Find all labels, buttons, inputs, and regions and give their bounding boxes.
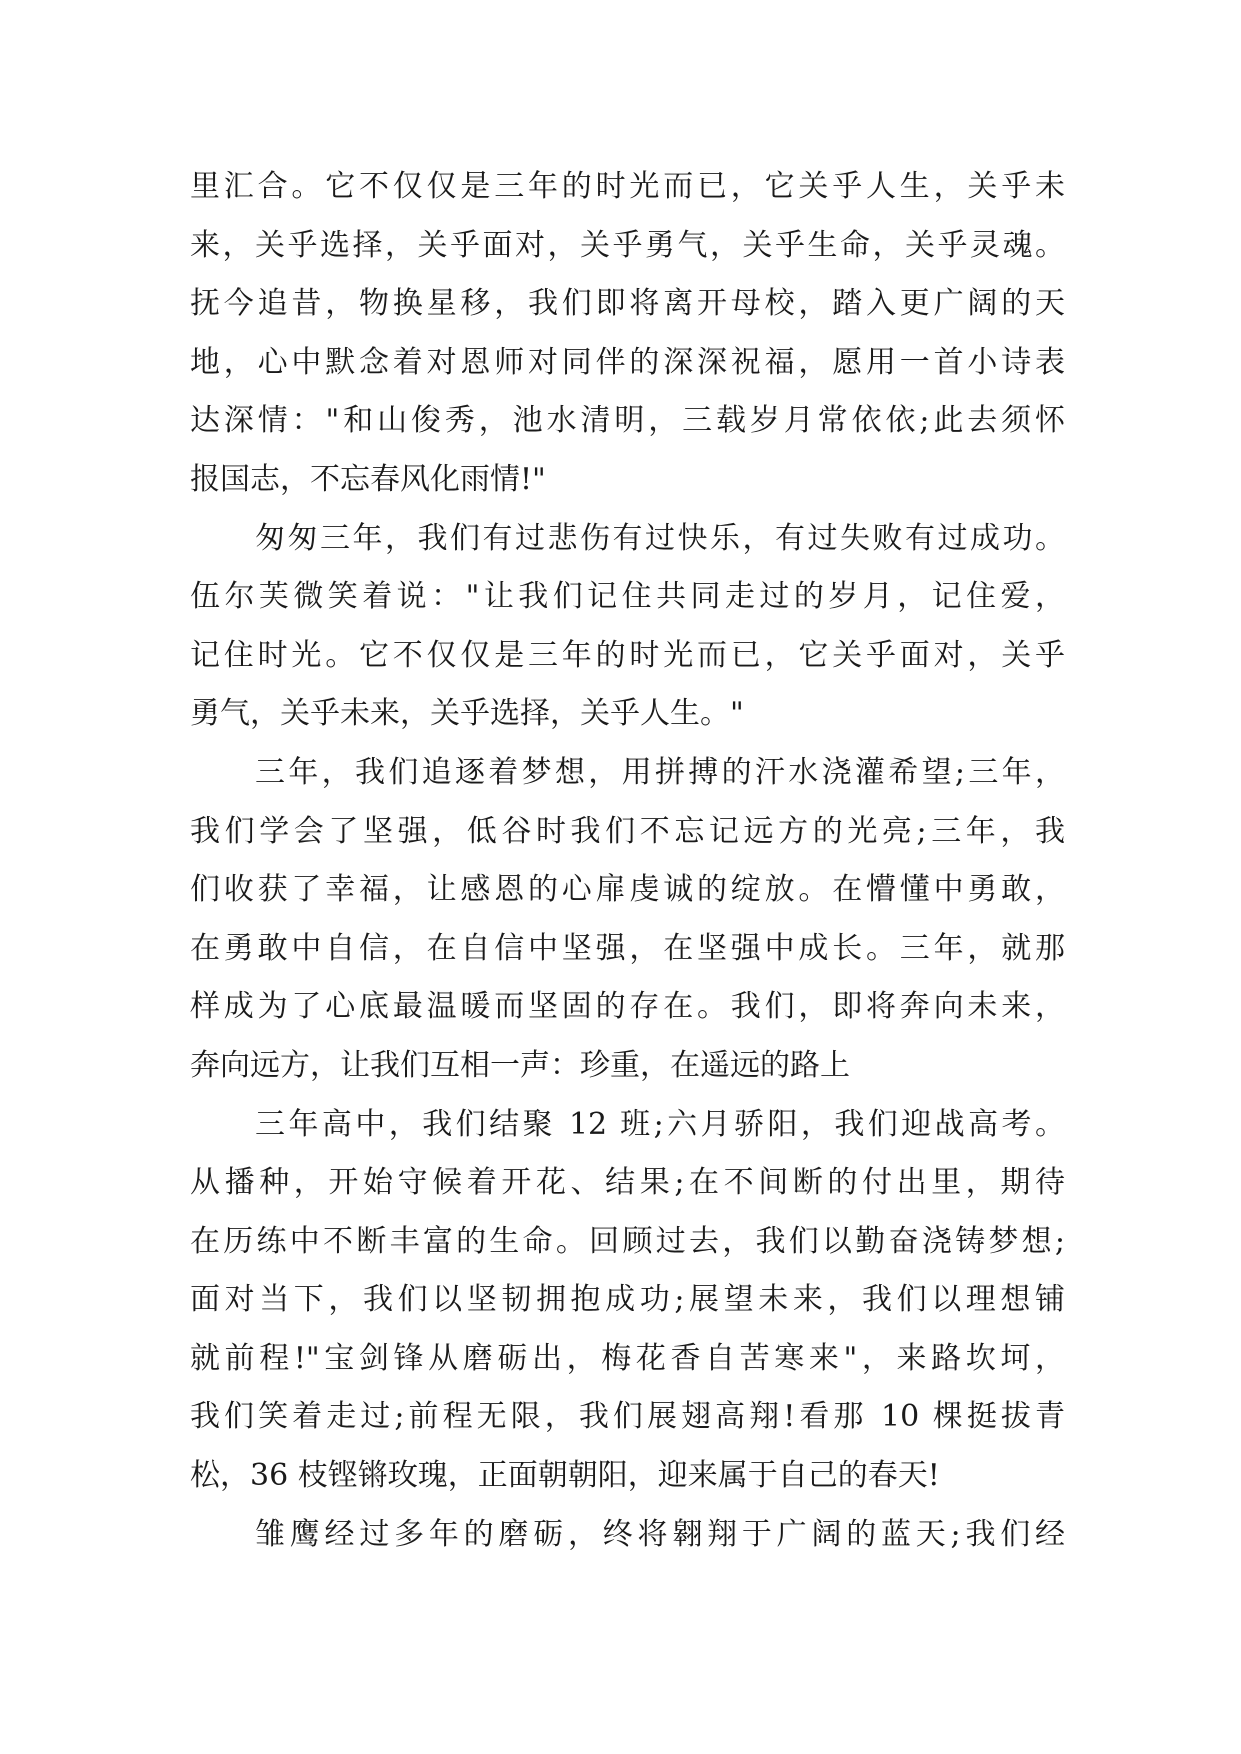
text-line: 样成为了心底最温暖而坚固的存在。我们，即将奔向未来， [190, 989, 1065, 1025]
text-line: 三年，我们追逐着梦想，用拼搏的汗水浇灌希望;三年， [255, 754, 1065, 790]
text-line: 奔向远方，让我们互相一声：珍重，在遥远的路上 [190, 1047, 850, 1083]
paragraph [190, 510, 1065, 744]
document-body [190, 158, 1065, 1564]
text-line: 们收获了幸福，让感恩的心扉虔诚的绽放。在懵懂中勇敢， [190, 872, 1065, 908]
text-line: 地，心中默念着对恩师对同伴的深深祝福，愿用一首小诗表 [190, 344, 1065, 380]
paragraph [190, 158, 1065, 510]
text-line: 抚今追昔，物换星移，我们即将离开母校，踏入更广阔的天 [190, 286, 1065, 322]
text-line: 达深情："和山俊秀，池水清明，三载岁月常依依;此去须怀 [190, 403, 1065, 439]
text-line: 面对当下，我们以坚韧拥抱成功;展望未来，我们以理想铺 [190, 1282, 1065, 1318]
text-line: 在历练中不断丰富的生命。回顾过去，我们以勤奋浇铸梦想; [190, 1223, 1065, 1259]
text-line: 记住时光。它不仅仅是三年的时光而已，它关乎面对，关乎 [190, 637, 1065, 673]
text-line: 匆匆三年，我们有过悲伤有过快乐，有过失败有过成功。 [255, 520, 1065, 556]
text-line: 里汇合。它不仅仅是三年的时光而已，它关乎人生，关乎未 [190, 169, 1065, 204]
paragraph [190, 1096, 1065, 1506]
text-line: 三年高中，我们结聚 12 班;六月骄阳，我们迎战高考。 [255, 1106, 1065, 1142]
text-line: 松，36 枝铿锵玫瑰，正面朝朝阳，迎来属于自己的春天! [190, 1458, 940, 1494]
text-line: 我们学会了坚强，低谷时我们不忘记远方的光亮;三年，我 [190, 813, 1065, 849]
text-line: 就前程!"宝剑锋从磨砺出，梅花香自苦寒来"，来路坎坷， [190, 1340, 1065, 1376]
text-line: 雏鹰经过多年的磨砺，终将翱翔于广阔的蓝天;我们经 [255, 1516, 1065, 1552]
paragraph [190, 1506, 1065, 1565]
text-line: 从播种，开始守候着开花、结果;在不间断的付出里，期待 [190, 1165, 1065, 1201]
text-line: 我们笑着走过;前程无限，我们展翅高翔!看那 10 棵挺拔青 [190, 1399, 1065, 1435]
paragraph [190, 744, 1065, 1096]
text-line: 报国志，不忘春风化雨情!" [190, 461, 546, 497]
text-line: 勇气，关乎未来，关乎选择，关乎人生。" [190, 696, 744, 732]
text-line: 在勇敢中自信，在自信中坚强，在坚强中成长。三年，就那 [190, 930, 1065, 966]
text-line: 来，关乎选择，关乎面对，关乎勇气，关乎生命，关乎灵魂。 [190, 227, 1065, 263]
text-line: 伍尔芙微笑着说："让我们记住共同走过的岁月，记住爱， [190, 579, 1065, 615]
